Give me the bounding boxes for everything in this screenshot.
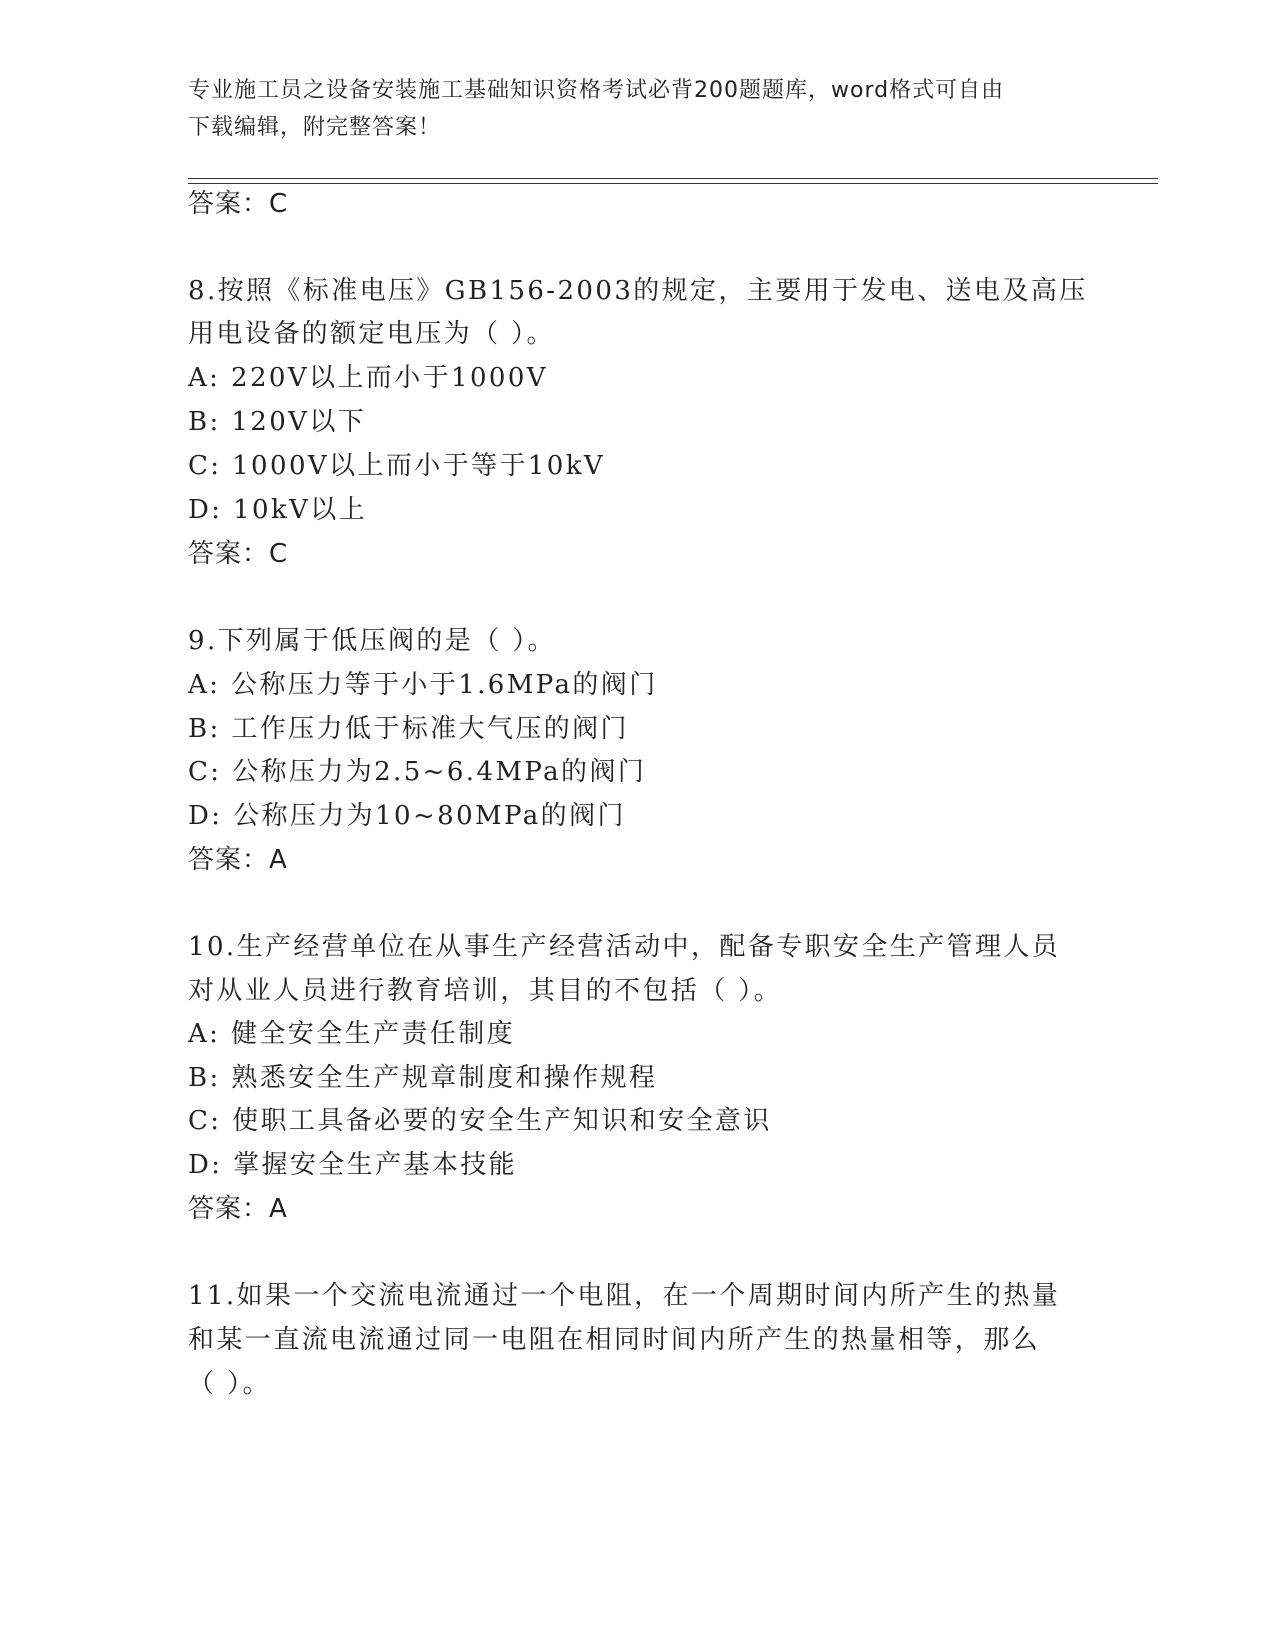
question-10-option-c: C: 使职工具备必要的安全生产知识和安全意识 (188, 1106, 772, 1136)
question-8-answer: 答案：C (188, 539, 289, 569)
previous-answer: 答案：C (188, 189, 289, 219)
question-8-stem-line-2: 用电设备的额定电压为（ ）。 (188, 319, 555, 349)
question-8-option-c: C: 1000V以上而小于等于10kV (188, 451, 606, 481)
question-8-stem-line-1: 8.按照《标准电压》GB156-2003的规定，主要用于发电、送电及高压 (188, 276, 1088, 306)
question-8-option-d: D: 10kV以上 (188, 495, 368, 525)
header-title-line-1: 专业施工员之设备安装施工基础知识资格考试必背200题题库，word格式可自由 (188, 78, 1005, 103)
header-divider-bottom (188, 183, 1158, 184)
question-11-stem-line-1: 11.如果一个交流电流通过一个电阻，在一个周期时间内所产生的热量 (188, 1281, 1061, 1311)
question-9-option-d: D: 公称压力为10~80MPa的阀门 (188, 801, 626, 831)
question-11-stem-line-2: 和某一直流电流通过同一电阻在相同时间内所产生的热量相等，那么 (188, 1325, 1041, 1355)
question-10-option-d: D: 掌握安全生产基本技能 (188, 1150, 518, 1180)
question-10-stem-line-1: 10.生产经营单位在从事生产经营活动中，配备专职安全生产管理人员 (188, 932, 1061, 962)
question-10-answer: 答案：A (188, 1194, 288, 1224)
question-9-option-a: A: 公称压力等于小于1.6MPa的阀门 (188, 670, 658, 700)
question-8-option-b: B: 120V以下 (188, 407, 367, 437)
question-9-stem-line-1: 9.下列属于低压阀的是（ ）。 (188, 626, 557, 656)
header-divider-top (188, 178, 1158, 179)
question-9-option-b: B: 工作压力低于标准大气压的阀门 (188, 714, 629, 744)
question-9-option-c: C: 公称压力为2.5~6.4MPa的阀门 (188, 757, 647, 787)
question-10-option-a: A: 健全安全生产责任制度 (188, 1019, 516, 1049)
question-11-stem-line-3: （ ）。 (188, 1369, 271, 1399)
question-10-option-b: B: 熟悉安全生产规章制度和操作规程 (188, 1063, 658, 1093)
question-9-answer: 答案：A (188, 845, 288, 875)
document-header (188, 72, 1088, 146)
header-title-line-2: 下载编辑，附完整答案！ (188, 115, 442, 140)
question-10-stem-line-2: 对从业人员进行教育培训，其目的不包括（ ）。 (188, 976, 783, 1006)
question-8-option-a: A: 220V以上而小于1000V (188, 363, 548, 393)
